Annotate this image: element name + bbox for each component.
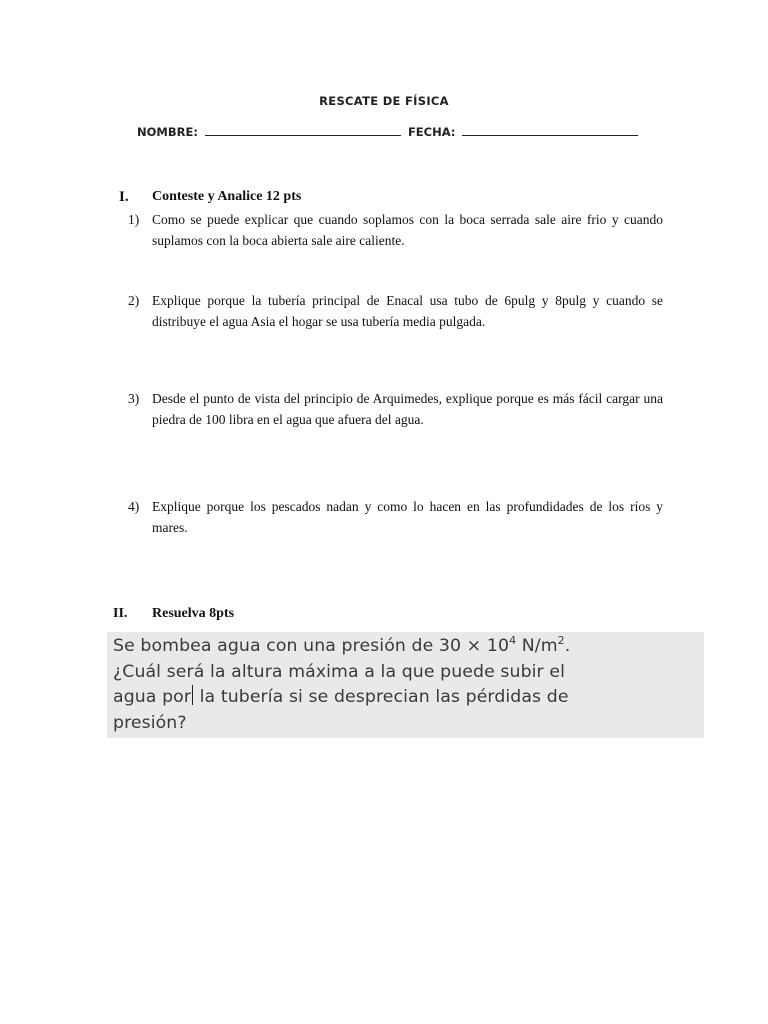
section-1-heading: Conteste y Analice 12 pts xyxy=(152,189,302,204)
question-text: Desde el punto de vista del principio de Arquimedes, explique porque es más fácil cargar una piedra de 100 libra en el agua que afuera del agua. xyxy=(152,391,663,427)
section-1-number: I. xyxy=(119,189,129,205)
exponent: 4 xyxy=(509,634,517,647)
date-blank[interactable] xyxy=(462,125,638,136)
document-title: RESCATE DE FÍSICA xyxy=(319,94,449,108)
header-fields xyxy=(137,125,657,139)
problem-line-3 xyxy=(113,685,701,711)
date-label: FECHA: xyxy=(407,125,456,139)
question-text: Explique porque la tubería principal de Enacal usa tubo de 6pulg y 8pulg y cuando se distribuye el agua Asia el hogar se usa tubería media pulgada. xyxy=(152,293,663,329)
unit-exponent: 2 xyxy=(557,634,565,647)
problem-line-1-text: Se bombea agua con una presión de 30 × 10 xyxy=(113,636,510,656)
section-2-number: II. xyxy=(113,606,128,621)
question-3 xyxy=(128,388,663,430)
question-text: Como se puede explicar que cuando soplamos con la boca serrada sale aire frio y cuando suplamos con la boca abierta sale aire caliente. xyxy=(152,212,663,248)
question-1 xyxy=(128,209,663,251)
problem-line-3a: agua por xyxy=(113,687,192,707)
problem-line-2: ¿Cuál será la altura máxima a la que puede subir el xyxy=(113,661,565,682)
question-text: Explique porque los pescados nadan y como lo hacen en las profundidades de los ríos y mares. xyxy=(152,499,663,535)
question-number: 2) xyxy=(128,293,140,308)
problem-line-1 xyxy=(113,634,701,660)
period: . xyxy=(564,636,571,656)
question-4 xyxy=(128,496,663,538)
problem-text xyxy=(113,634,701,736)
unit-text: N/m xyxy=(516,636,558,656)
question-number: 1) xyxy=(128,212,140,227)
question-2 xyxy=(128,290,663,332)
question-number: 3) xyxy=(128,391,140,406)
problem-line-4: presión? xyxy=(113,712,187,733)
section-2-heading: Resuelva 8pts xyxy=(152,606,235,621)
question-number: 4) xyxy=(128,499,140,514)
name-blank[interactable] xyxy=(205,125,401,136)
text-cursor xyxy=(192,685,193,705)
name-label: NOMBRE: xyxy=(137,125,198,139)
problem-line-3b: la tubería si se desprecian las pérdidas de xyxy=(194,687,569,707)
problem-box xyxy=(107,632,704,738)
